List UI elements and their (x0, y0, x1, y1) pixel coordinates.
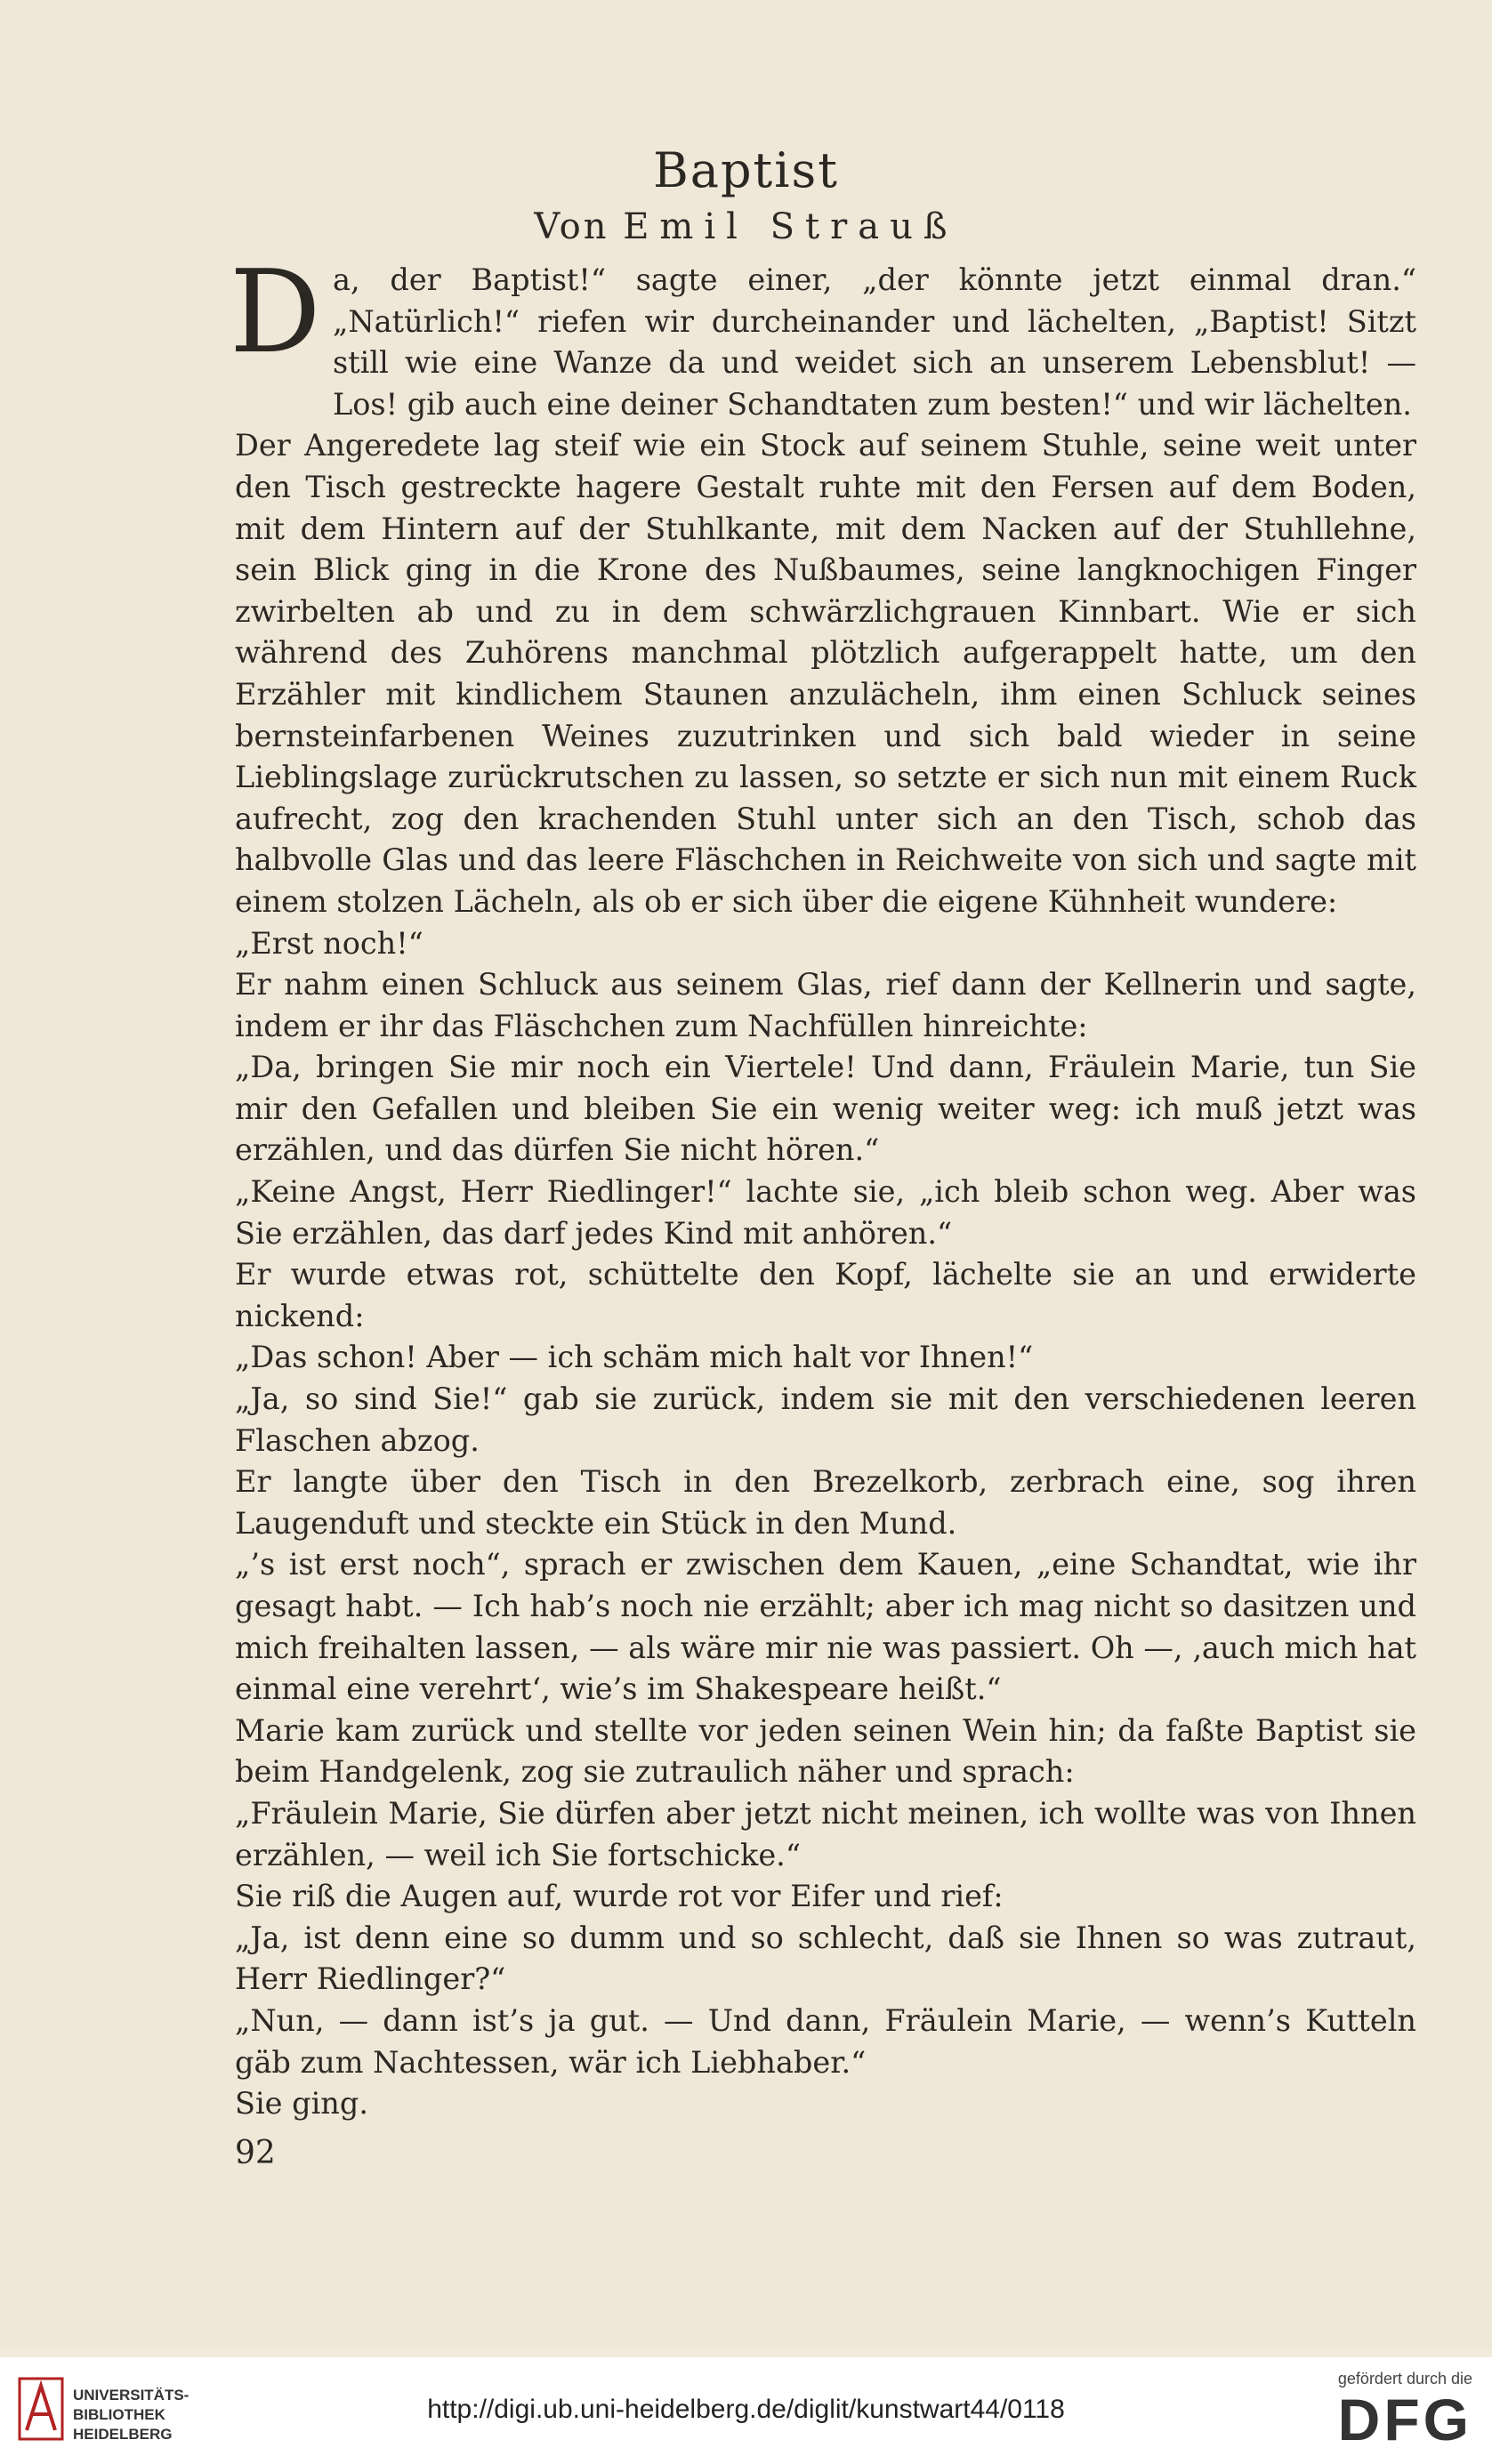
paragraph: „Fräulein Marie, Sie dürfen aber jetzt nicht meinen, ich wollte was von Ihnen erzählen, — weil ich Sie fortschicke.“ (235, 1795, 1416, 1872)
paragraph: „Ja, so sind Sie!“ gab sie zurück, indem sie mit den verschiedenen leeren Flaschen abzog. (235, 1381, 1416, 1458)
funding-label: gefördert durch die (1337, 2370, 1472, 2388)
paragraph: Er langte über den Tisch in den Brezelkorb, zerbrach eine, sog ihren Laugenduft und steckte ein Stück in den Mund. (235, 1464, 1416, 1541)
paragraph: Sie ging. (235, 2086, 368, 2122)
article-byline (0, 206, 1492, 247)
article-title: Baptist (653, 142, 839, 198)
library-line: BIBLIOTHEK (73, 2406, 165, 2423)
article-body (235, 260, 1416, 2125)
byline-prefix: Von (534, 206, 609, 247)
library-line: UNIVERSITÄTS- (73, 2387, 190, 2404)
paragraph: „Da, bringen Sie mir noch ein Viertele! Und dann, Fräulein Marie, tun Sie mir den Gefallen und bleiben Sie ein wenig weiter weg: ich muß jetzt was erzählen, und das dürfen Sie nicht hören.“ (235, 1050, 1416, 1168)
paragraph: Er nahm einen Schluck aus seinem Glas, rief dann der Kellnerin und sagte, indem er ihr das Fläschchen zum Nachfüllen hinreichte: (235, 967, 1416, 1043)
paragraph: a, der Baptist!“ sagte einer, „der könnte jetzt einmal dran.“ „Natürlich!“ riefen wir durcheinander und lächelten, „Baptist! Sitzt still wie eine Wanze da und weidet sich an unserem Lebensblut! — Los! gib auch eine deiner Schandtaten zum besten!“ und wir lächelten. (333, 262, 1416, 422)
paragraph: „’s ist erst noch“, sprach er zwischen dem Kauen, „eine Schandtat, wie ihr gesagt habt. — Ich hab’s noch nie erzählt; aber ich mag nicht so dasitzen und mich freihalten lassen, — als wäre mir nie was passiert. Oh —, ‚auch mich hat einmal eine verehrt‘, wie’s im Shakespeare heißt.“ (235, 1547, 1416, 1707)
paragraph: Sie riß die Augen auf, wurde rot vor Eifer und rief: (235, 1879, 1004, 1914)
funding-credit[interactable] (1250, 2370, 1472, 2451)
footer-bar (0, 2357, 1492, 2464)
byline-author: Emil Strauß (623, 206, 958, 247)
paragraph: „Das schon! Aber — ich schäm mich halt vor Ihnen!“ (235, 1340, 1034, 1375)
source-url-link[interactable]: http://digi.ub.uni-heidelberg.de/diglit/kunstwart44/0118 (427, 2395, 1065, 2424)
paragraph: Der Angeredete lag steif wie ein Stock auf seinem Stuhle, seine weit unter den Tisch gestreckte hagere Gestalt ruhte mit den Fersen auf dem Boden, mit dem Hintern auf der Stuhlkante, mit dem Nacken auf der Stuhllehne, sein Blick ging in die Krone des Nußbaumes, seine langknochigen Finger zwirbelten ab und zu in dem schwärzlichgrauen Kinnbart. Wie er sich während des Zuhörens manchmal plötzlich aufgerappelt hatte, um den Erzähler mit kindlichem Staunen anzulächeln, ihm einen Schluck seines bernsteinfarbenen Weines zuzutrinken und sich bald wieder in seine Lieblingslage zurückrutschen zu lassen, so setzte er sich nun mit einem Ruck aufrecht, zog den krachenden Stuhl unter sich an den Tisch, schob das halbvolle Glas und das leere Fläschchen in Reichweite von sich und sagte mit einem stolzen Lächeln, als ob er sich über die eigene Kühnheit wundere: (235, 428, 1416, 919)
page-number: 92 (235, 2135, 276, 2171)
paragraph: „Ja, ist denn eine so dumm und so schlecht, daß sie Ihnen so was zutraut, Herr Riedlinger?“ (235, 1920, 1416, 1997)
drop-cap: D (230, 246, 321, 379)
paragraph: „Erst noch!“ (235, 925, 423, 961)
paragraph: Er wurde etwas rot, schüttelte den Kopf, lächelte sie an und erwiderte nickend: (235, 1257, 1416, 1333)
paragraph: „Nun, — dann ist’s ja gut. — Und dann, Fräulein Marie, — wenn’s Kutteln gäb zum Nachtessen, wär ich Liebhaber.“ (235, 2002, 1416, 2080)
paragraph: „Keine Angst, Herr Riedlinger!“ lachte sie, „ich bleib schon weg. Aber was Sie erzählen, das darf jedes Kind mit anhören.“ (235, 1174, 1416, 1251)
dfg-logo: DFG (1337, 2387, 1472, 2452)
paragraph: Marie kam zurück und stellte vor jeden seinen Wein hin; da faßte Baptist sie beim Handgelenk, zog sie zutraulich näher und sprach: (235, 1712, 1416, 1790)
library-line: HEIDELBERG (73, 2426, 173, 2443)
